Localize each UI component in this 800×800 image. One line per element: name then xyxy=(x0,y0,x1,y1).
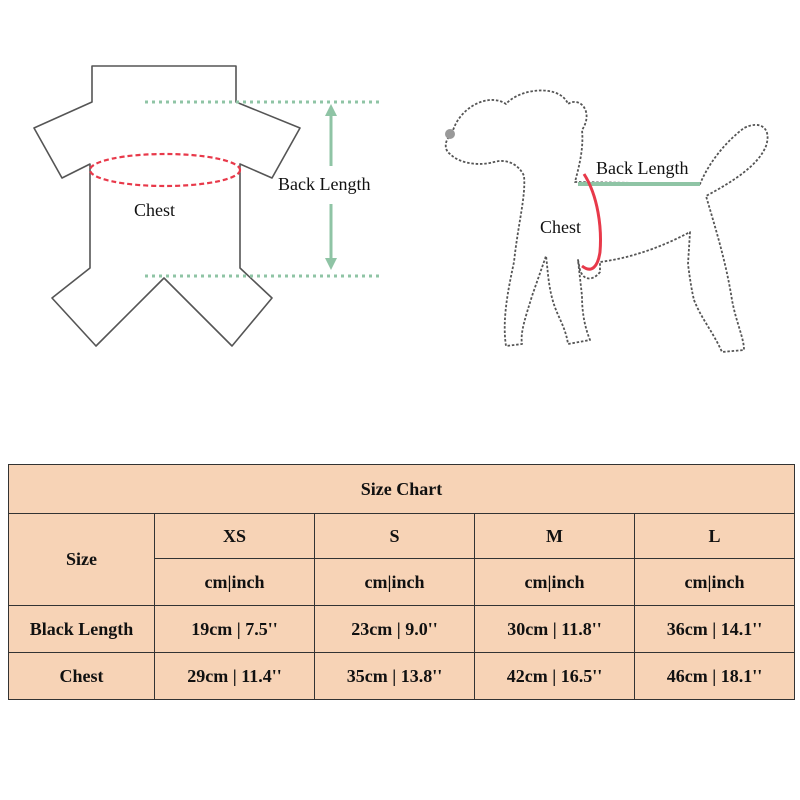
chest-m: 42cm | 16.5'' xyxy=(475,653,635,700)
size-chart-title: Size Chart xyxy=(9,465,795,514)
garment-arrow-head-up xyxy=(325,104,337,116)
unit-l: cm|inch xyxy=(635,559,795,606)
dog-diagram xyxy=(445,90,768,352)
back-length-m: 30cm | 11.8'' xyxy=(475,606,635,653)
chest-xs: 29cm | 11.4'' xyxy=(155,653,315,700)
size-name-m: M xyxy=(475,514,635,559)
dog-outline xyxy=(446,90,768,352)
dog-chest-label: Chest xyxy=(540,217,582,237)
dog-nose xyxy=(445,129,455,139)
size-name-xs: XS xyxy=(155,514,315,559)
dog-back-length-label: Back Length xyxy=(596,158,689,178)
chest-l: 46cm | 18.1'' xyxy=(635,653,795,700)
unit-m: cm|inch xyxy=(475,559,635,606)
back-length-l: 36cm | 14.1'' xyxy=(635,606,795,653)
chest-s: 35cm | 13.8'' xyxy=(315,653,475,700)
size-chart-table xyxy=(8,464,795,700)
garment-chest-label: Chest xyxy=(134,200,176,220)
garment-back-length-label: Back Length xyxy=(278,174,371,194)
garment-diagram xyxy=(34,66,380,346)
size-name-l: L xyxy=(635,514,795,559)
unit-xs: cm|inch xyxy=(155,559,315,606)
row-label-chest: Chest xyxy=(9,653,155,700)
row-label-back-length: Black Length xyxy=(9,606,155,653)
back-length-s: 23cm | 9.0'' xyxy=(315,606,475,653)
back-length-xs: 19cm | 7.5'' xyxy=(155,606,315,653)
garment-arrow-head-down xyxy=(325,258,337,270)
size-header: Size xyxy=(9,514,155,606)
unit-s: cm|inch xyxy=(315,559,475,606)
size-chart-container xyxy=(8,464,794,700)
size-name-s: S xyxy=(315,514,475,559)
